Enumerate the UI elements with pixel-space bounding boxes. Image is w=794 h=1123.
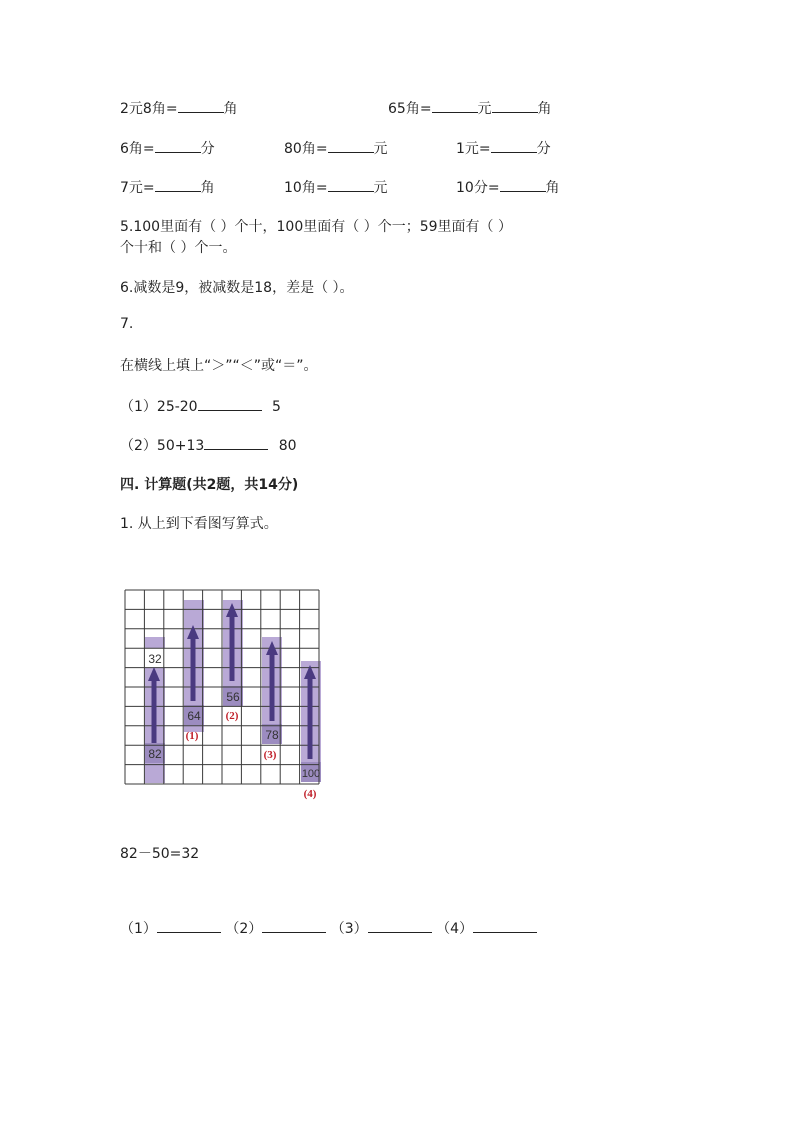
answer-blank[interactable] [500,177,546,192]
conversion-suffix: 角 [223,101,238,117]
answer-blank[interactable] [328,138,374,153]
conversion-suffix: 分 [200,141,215,157]
conversion-item-3 [120,138,215,158]
q7-item-1 [120,396,281,416]
tag-1: (1) [185,730,199,742]
section4-q1: 1. 从上到下看图写算式。 [120,516,278,532]
conversion-item-6 [120,177,215,197]
number-56: 56 [226,690,240,704]
conversion-prefix: 7元= [120,180,155,196]
conversion-item-1 [120,98,238,118]
conversion-item-8 [456,177,560,197]
conversion-prefix: 65角= [388,101,432,117]
answer-blank-2[interactable] [262,918,326,933]
conversion-prefix: 80角= [284,141,328,157]
conversion-prefix: 1元= [456,141,491,157]
arrow-grid-figure [120,585,330,809]
number-78: 78 [265,728,279,742]
answer-row [120,918,537,938]
q7-number: 7. [120,316,134,332]
answer-blank[interactable] [155,177,201,192]
compare-blank[interactable] [204,435,268,450]
answer-blank[interactable] [178,98,224,113]
conversion-item-2 [388,98,552,118]
number-32: 32 [148,652,162,666]
answer-blank-4[interactable] [473,918,537,933]
conversion-suffix: 角 [537,101,552,117]
q7-item-2 [120,435,297,455]
answer-blank-1[interactable] [157,918,221,933]
answer-label-3: （3） [330,921,368,937]
answer-blank[interactable] [155,138,201,153]
tag-4: (4) [303,788,317,800]
example-equation: 82－50=32 [120,846,200,862]
tag-2: (2) [225,710,239,722]
conversion-suffix: 角 [545,180,560,196]
conversion-prefix: 2元8角= [120,101,178,117]
conversion-suffix: 元 [373,180,388,196]
answer-label-4: （4） [436,921,474,937]
tag-3: (3) [263,749,277,761]
answer-blank[interactable] [328,177,374,192]
arrows [148,603,316,759]
answer-label-1: （1） [120,921,157,937]
section-heading: 四. 计算题(共2题，共14分) [120,477,299,493]
answer-label-2: （2） [225,921,263,937]
number-82: 82 [148,747,162,761]
conversion-suffix: 元 [373,141,388,157]
conversion-item-4 [284,138,388,158]
q7-item-1-rhs: 5 [272,399,281,415]
conversion-mid: 元 [477,101,492,117]
number-64: 64 [187,709,201,723]
answer-blank[interactable] [492,98,538,113]
conversion-item-5 [456,138,551,158]
q5-line-1: 5.100里面有（ ）个十，100里面有（ ）个一；59里面有（ ） [120,219,512,235]
conversion-item-7 [284,177,388,197]
conversion-prefix: 10分= [456,180,500,196]
q7-item-2-rhs: 80 [278,438,297,454]
q7-item-1-expr: （1）25-20 [120,399,198,415]
q7-instruction: 在横线上填上“＞”“＜”或“＝”。 [120,358,318,374]
q5-line-2: 个十和（ ）个一。 [120,240,237,256]
answer-blank[interactable] [432,98,478,113]
compare-blank[interactable] [198,396,262,411]
q6-text: 6.减数是9，被减数是18，差是（ ）。 [120,280,354,296]
answer-blank-3[interactable] [368,918,432,933]
conversion-prefix: 10角= [284,180,328,196]
conversion-suffix: 分 [536,141,551,157]
conversion-suffix: 角 [200,180,215,196]
conversion-prefix: 6角= [120,141,155,157]
number-100: 100 [301,768,321,780]
q7-item-2-expr: （2）50+13 [120,438,205,454]
answer-blank[interactable] [491,138,537,153]
